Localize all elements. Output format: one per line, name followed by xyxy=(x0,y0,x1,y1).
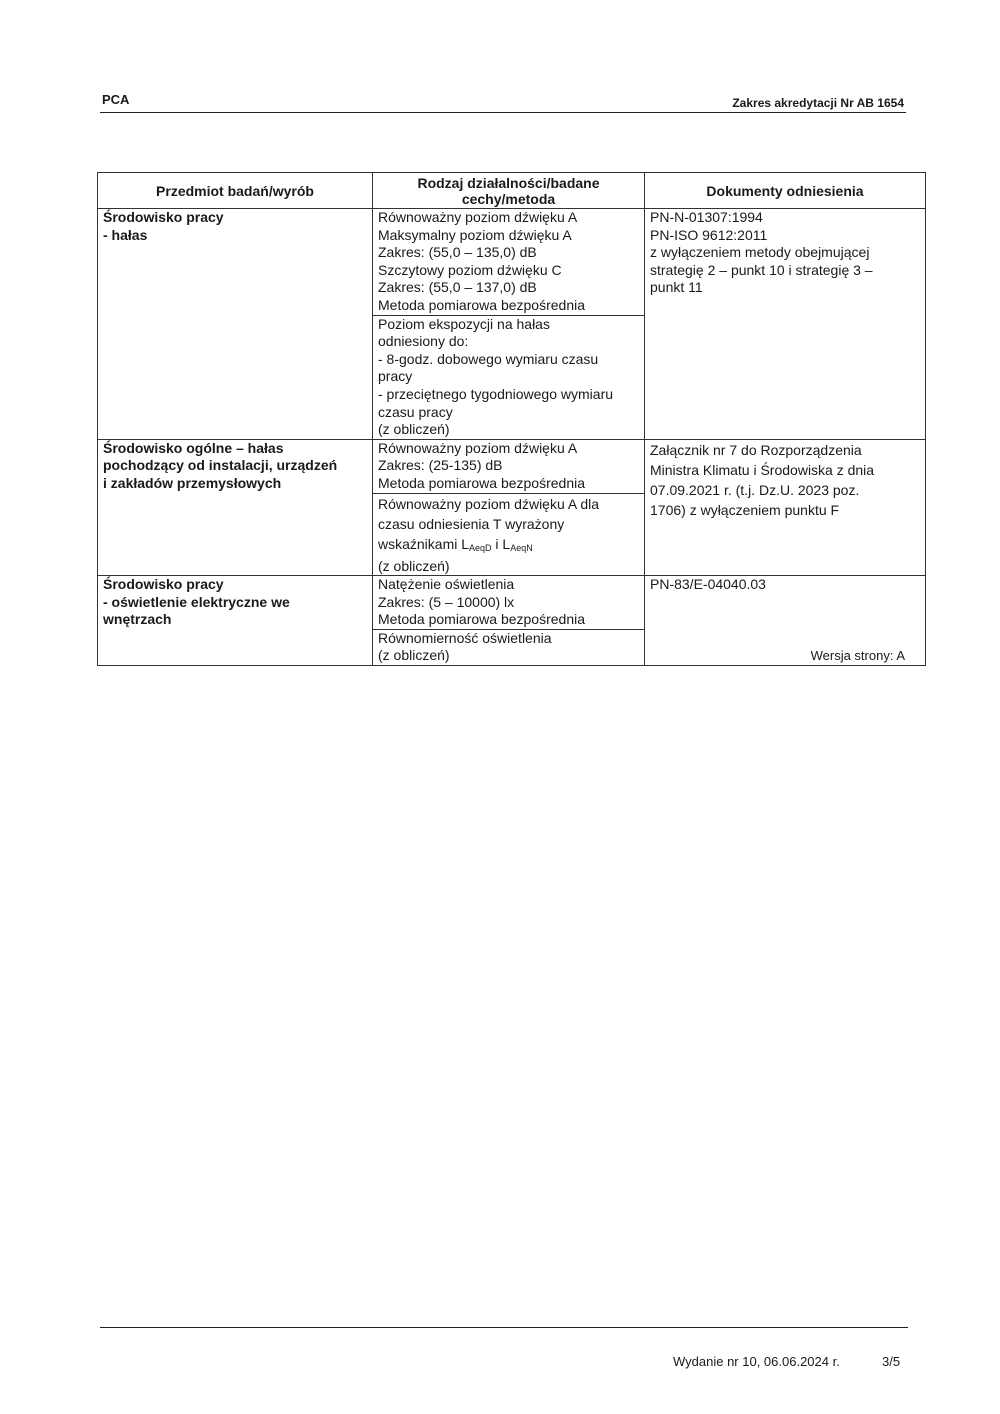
subject-cell: Środowisko pracy - oświetlenie elektryczne we wnętrzach xyxy=(98,576,373,666)
page-number: 3/5 xyxy=(882,1354,901,1369)
accreditation-scope-table xyxy=(97,172,926,666)
table-row xyxy=(98,576,926,630)
footer-divider xyxy=(100,1327,908,1328)
subject-cell: Środowisko pracy - hałas xyxy=(98,209,373,440)
method-cell: Równomierność oświetlenia (z obliczeń) xyxy=(373,629,645,665)
table-row xyxy=(98,209,926,316)
table-header-row xyxy=(98,173,926,209)
documents-cell: Załącznik nr 7 do Rozporządzenia Ministra Klimatu i Środowiska z dnia 07.09.2021 r. (t.j. Dz.U. 2023 poz. 1706) z wyłączeniem punktu F xyxy=(645,439,926,575)
column-header-method: Rodzaj działalności/badane cechy/metoda xyxy=(373,173,645,209)
page-header xyxy=(100,92,906,113)
page-version: Wersja strony: A xyxy=(810,648,905,663)
column-header-documents: Dokumenty odniesienia xyxy=(645,173,926,209)
organization-label: PCA xyxy=(102,92,130,107)
method-cell: Równoważny poziom dźwięku A dla czasu odniesienia T wyrażony wskaźnikami $L_{AeqD}$ i $L_{AeqN}$ (z obliczeń) xyxy=(373,493,645,576)
documents-cell: PN-N-01307:1994 PN-ISO 9612:2011 z wyłączeniem metody obejmującej strategię 2 – punkt 10 i strategię 3 – punkt 11 xyxy=(645,209,926,440)
table-row xyxy=(98,439,926,493)
method-cell: Natężenie oświetlenia Zakres: (5 – 10000) lx Metoda pomiarowa bezpośrednia xyxy=(373,576,645,630)
method-cell: Poziom ekspozycji na hałas odniesiony do: - 8-godz. dobowego wymiaru czasu pracy - przeciętnego tygodniowego wymiaru czasu pracy (z obliczeń) xyxy=(373,315,645,439)
issue-label: Wydanie nr 10, 06.06.2024 r. xyxy=(673,1354,840,1369)
documents-cell: PN-83/E-04040.03 xyxy=(645,576,926,666)
column-header-subject: Przedmiot badań/wyrób xyxy=(98,173,373,209)
method-cell: Równoważny poziom dźwięku A Maksymalny poziom dźwięku A Zakres: (55,0 – 135,0) dB Szczytowy poziom dźwięku C Zakres: (55,0 – 137,0) dB Metoda pomiarowa bezpośrednia xyxy=(373,209,645,316)
method-cell: Równoważny poziom dźwięku A Zakres: (25-135) dB Metoda pomiarowa bezpośrednia xyxy=(373,439,645,493)
accreditation-scope-label: Zakres akredytacji Nr AB 1654 xyxy=(732,96,904,110)
subject-cell: Środowisko ogólne – hałas pochodzący od instalacji, urządzeń i zakładów przemysłowych xyxy=(98,439,373,575)
indicator-line: wskaźnikami $L_{AeqD}$ i $L_{AeqN}$ xyxy=(378,535,533,553)
